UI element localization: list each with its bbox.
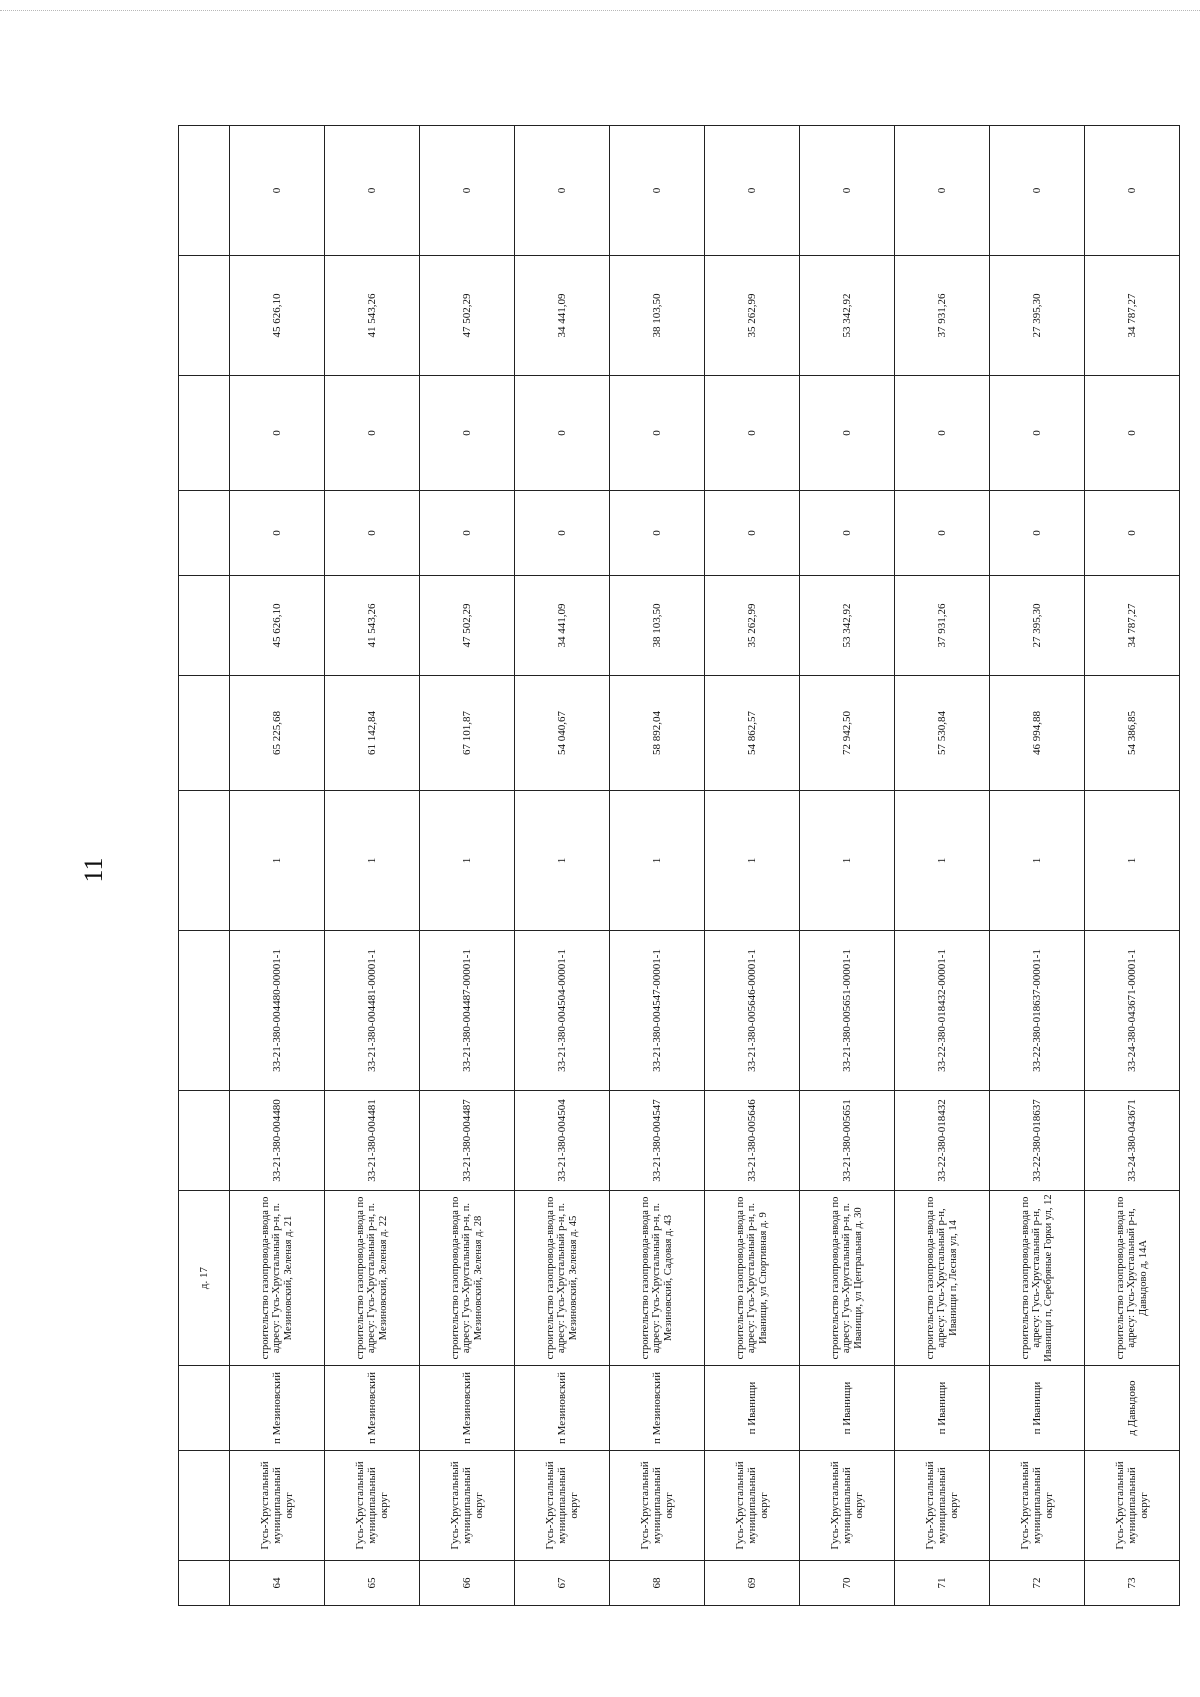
amount-cell: 34 787,27	[1085, 576, 1180, 676]
row-number-cell: 68	[610, 1561, 705, 1606]
rotated-table-container	[178, 126, 1151, 1606]
object-code-cell: 33-21-380-005651	[800, 1091, 895, 1191]
amount-cell: 34 787,27	[1085, 256, 1180, 376]
amount-cell: 0	[230, 126, 325, 256]
row-number-cell: 67	[515, 1561, 610, 1606]
amount-cell: 0	[1085, 126, 1180, 256]
table-row	[420, 126, 515, 1606]
object-full-code-cell: 33-21-380-005651-00001-1	[800, 931, 895, 1091]
amount-cell: 0	[420, 376, 515, 491]
amount-cell: 27 395,30	[990, 256, 1085, 376]
amount-cell: 0	[800, 376, 895, 491]
table-cell	[179, 376, 230, 491]
amount-cell: 35 262,99	[705, 256, 800, 376]
settlement-cell: п Мезиновский	[230, 1366, 325, 1451]
district-cell: Гусь-Хрустальный муниципальный округ	[800, 1451, 895, 1561]
object-description-cell: строительство газопровода-ввода по адресу: Гусь-Хрустальный р-н, п. Мезиновский, Садовая д. 43	[610, 1191, 705, 1366]
object-full-code-cell: 33-21-380-004480-00001-1	[230, 931, 325, 1091]
amount-cell: 0	[420, 491, 515, 576]
amount-cell: 47 502,29	[420, 256, 515, 376]
amount-cell: 58 892,04	[610, 676, 705, 791]
district-cell: Гусь-Хрустальный муниципальный округ	[990, 1451, 1085, 1561]
amount-cell: 37 931,26	[895, 256, 990, 376]
amount-cell: 34 441,09	[515, 576, 610, 676]
quantity-cell: 1	[705, 791, 800, 931]
page-number: 11	[79, 857, 108, 883]
row-number-cell: 65	[325, 1561, 420, 1606]
amount-cell: 54 386,85	[1085, 676, 1180, 791]
amount-cell: 57 530,84	[895, 676, 990, 791]
amount-cell: 0	[325, 491, 420, 576]
amount-cell: 0	[990, 126, 1085, 256]
table-wrapper	[178, 126, 1151, 1606]
settlement-cell: п Иванищи	[800, 1366, 895, 1451]
amount-cell: 0	[325, 126, 420, 256]
amount-cell: 0	[420, 126, 515, 256]
table-cell	[179, 1091, 230, 1191]
amount-cell: 54 040,67	[515, 676, 610, 791]
quantity-cell: 1	[610, 791, 705, 931]
settlement-cell: п Мезиновский	[610, 1366, 705, 1451]
amount-cell: 38 103,50	[610, 256, 705, 376]
amount-cell: 37 931,26	[895, 576, 990, 676]
table-row	[515, 126, 610, 1606]
object-description-cell: строительство газопровода-ввода по адресу: Гусь-Хрустальный р-н, п. Мезиновский, Зеленая д. 21	[230, 1191, 325, 1366]
quantity-cell: 1	[800, 791, 895, 931]
amount-cell: 0	[705, 126, 800, 256]
amount-cell: 67 101,87	[420, 676, 515, 791]
amount-cell: 53 342,92	[800, 576, 895, 676]
quantity-cell: 1	[515, 791, 610, 931]
amount-cell: 61 142,84	[325, 676, 420, 791]
object-full-code-cell: 33-21-380-004547-00001-1	[610, 931, 705, 1091]
amount-cell: 34 441,09	[515, 256, 610, 376]
district-cell: Гусь-Хрустальный муниципальный округ	[705, 1451, 800, 1561]
row-number-cell: 66	[420, 1561, 515, 1606]
amount-cell: 0	[515, 376, 610, 491]
object-code-cell: 33-24-380-043671	[1085, 1091, 1180, 1191]
amount-cell: 65 225,68	[230, 676, 325, 791]
amount-cell: 0	[1085, 491, 1180, 576]
amount-cell: 27 395,30	[990, 576, 1085, 676]
district-cell: Гусь-Хрустальный муниципальный округ	[420, 1451, 515, 1561]
settlement-cell: д Давыдово	[1085, 1366, 1180, 1451]
amount-cell: 0	[230, 491, 325, 576]
table-cell	[179, 126, 230, 256]
object-full-code-cell: 33-21-380-004481-00001-1	[325, 931, 420, 1091]
district-cell: Гусь-Хрустальный муниципальный округ	[610, 1451, 705, 1561]
amount-cell: 0	[610, 126, 705, 256]
settlement-cell: п Мезиновский	[325, 1366, 420, 1451]
amount-cell: 0	[705, 376, 800, 491]
table-row	[895, 126, 990, 1606]
table-cell	[179, 1451, 230, 1561]
amount-cell: 0	[515, 126, 610, 256]
table-cell	[179, 931, 230, 1091]
amount-cell: 72 942,50	[800, 676, 895, 791]
object-description-cell: строительство газопровода-ввода по адресу: Гусь-Хрустальный р-н, п. Мезиновский, Зеленая д. 28	[420, 1191, 515, 1366]
settlement-cell: п Иванищи	[990, 1366, 1085, 1451]
amount-cell: 41 543,26	[325, 576, 420, 676]
quantity-cell: 1	[1085, 791, 1180, 931]
top-scan-rule	[0, 10, 1200, 11]
object-code-cell: 33-21-380-004547	[610, 1091, 705, 1191]
amount-cell: 45 626,10	[230, 256, 325, 376]
table-cell	[179, 576, 230, 676]
object-full-code-cell: 33-22-380-018432-00001-1	[895, 931, 990, 1091]
amount-cell: 54 862,57	[705, 676, 800, 791]
object-full-code-cell: 33-21-380-004504-00001-1	[515, 931, 610, 1091]
object-full-code-cell: 33-21-380-005646-00001-1	[705, 931, 800, 1091]
quantity-cell: 1	[230, 791, 325, 931]
row-number-cell: 64	[230, 1561, 325, 1606]
amount-cell: 47 502,29	[420, 576, 515, 676]
amount-cell: 0	[895, 126, 990, 256]
amount-cell: 0	[230, 376, 325, 491]
table-row	[230, 126, 325, 1606]
table-cell	[179, 1366, 230, 1451]
amount-cell: 0	[990, 376, 1085, 491]
amount-cell: 38 103,50	[610, 576, 705, 676]
continuation-cell: д. 17	[179, 1191, 230, 1366]
table-cell	[179, 791, 230, 931]
table-cell	[179, 1561, 230, 1606]
object-code-cell: 33-21-380-004487	[420, 1091, 515, 1191]
amount-cell: 35 262,99	[705, 576, 800, 676]
object-description-cell: строительство газопровода-ввода по адресу: Гусь-Хрустальный р-н, Иванищи п, Серебряные Горки ул, 12	[990, 1191, 1085, 1366]
district-cell: Гусь-Хрустальный муниципальный округ	[1085, 1451, 1180, 1561]
amount-cell: 0	[895, 376, 990, 491]
object-description-cell: строительство газопровода-ввода по адресу: Гусь-Хрустальный р-н, п. Иванищи, ул Центральная д. 30	[800, 1191, 895, 1366]
row-number-cell: 73	[1085, 1561, 1180, 1606]
quantity-cell: 1	[420, 791, 515, 931]
amount-cell: 0	[325, 376, 420, 491]
amount-cell: 0	[895, 491, 990, 576]
amount-cell: 45 626,10	[230, 576, 325, 676]
amount-cell: 0	[610, 491, 705, 576]
object-code-cell: 33-22-380-018637	[990, 1091, 1085, 1191]
district-cell: Гусь-Хрустальный муниципальный округ	[895, 1451, 990, 1561]
table-row	[610, 126, 705, 1606]
amount-cell: 0	[515, 491, 610, 576]
table-row	[800, 126, 895, 1606]
settlement-cell: п Иванищи	[895, 1366, 990, 1451]
object-code-cell: 33-21-380-004504	[515, 1091, 610, 1191]
amount-cell: 46 994,88	[990, 676, 1085, 791]
quantity-cell: 1	[895, 791, 990, 931]
object-code-cell: 33-22-380-018432	[895, 1091, 990, 1191]
table-body	[179, 126, 1180, 1606]
district-cell: Гусь-Хрустальный муниципальный округ	[230, 1451, 325, 1561]
object-code-cell: 33-21-380-005646	[705, 1091, 800, 1191]
district-cell: Гусь-Хрустальный муниципальный округ	[325, 1451, 420, 1561]
row-number-cell: 69	[705, 1561, 800, 1606]
table-row	[705, 126, 800, 1606]
object-code-cell: 33-21-380-004480	[230, 1091, 325, 1191]
settlement-cell: п Мезиновский	[420, 1366, 515, 1451]
object-description-cell: строительство газопровода-ввода по адресу: Гусь-Хрустальный р-н, Давыдово д, 14А	[1085, 1191, 1180, 1366]
object-full-code-cell: 33-24-380-043671-00001-1	[1085, 931, 1180, 1091]
amount-cell: 0	[1085, 376, 1180, 491]
amount-cell: 41 543,26	[325, 256, 420, 376]
table-cell	[179, 491, 230, 576]
row-number-cell: 72	[990, 1561, 1085, 1606]
quantity-cell: 1	[325, 791, 420, 931]
object-code-cell: 33-21-380-004481	[325, 1091, 420, 1191]
object-full-code-cell: 33-22-380-018637-00001-1	[990, 931, 1085, 1091]
table-cell	[179, 676, 230, 791]
object-description-cell: строительство газопровода-ввода по адресу: Гусь-Хрустальный р-н, п. Мезиновский, Зеленая д. 22	[325, 1191, 420, 1366]
table-row	[325, 126, 420, 1606]
row-number-cell: 71	[895, 1561, 990, 1606]
object-description-cell: строительство газопровода-ввода по адресу: Гусь-Хрустальный р-н, п. Иванищи, ул Спортивная д. 9	[705, 1191, 800, 1366]
amount-cell: 0	[990, 491, 1085, 576]
table-row	[1085, 126, 1180, 1606]
amount-cell: 0	[800, 126, 895, 256]
amount-cell: 0	[800, 491, 895, 576]
object-description-cell: строительство газопровода-ввода по адресу: Гусь-Хрустальный р-н, п. Мезиновский, Зеленая д. 45	[515, 1191, 610, 1366]
row-number-cell: 70	[800, 1561, 895, 1606]
settlement-cell: п Мезиновский	[515, 1366, 610, 1451]
amount-cell: 0	[610, 376, 705, 491]
table-row	[990, 126, 1085, 1606]
table-cell	[179, 256, 230, 376]
amount-cell: 53 342,92	[800, 256, 895, 376]
data-table	[178, 125, 1180, 1606]
amount-cell: 0	[705, 491, 800, 576]
object-description-cell: строительство газопровода-ввода по адресу: Гусь-Хрустальный р-н, Иванищи п, Лесная ул, 14	[895, 1191, 990, 1366]
settlement-cell: п Иванищи	[705, 1366, 800, 1451]
quantity-cell: 1	[990, 791, 1085, 931]
continuation-row	[179, 126, 230, 1606]
object-full-code-cell: 33-21-380-004487-00001-1	[420, 931, 515, 1091]
district-cell: Гусь-Хрустальный муниципальный округ	[515, 1451, 610, 1561]
